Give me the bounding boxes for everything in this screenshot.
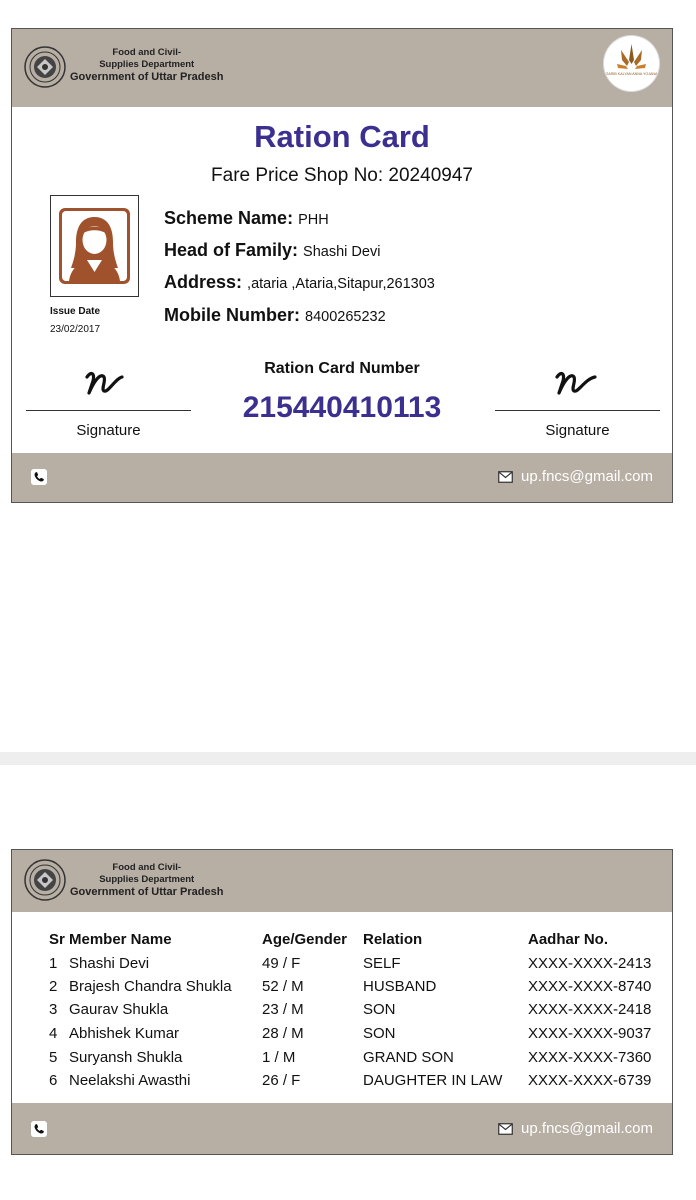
- card-header: [12, 29, 672, 107]
- dept-line-2: Supplies Department: [99, 59, 195, 70]
- cell-relation: GRAND SON: [363, 1049, 454, 1066]
- phone-icon: [31, 1121, 47, 1137]
- department-name: [70, 47, 223, 84]
- email-contact: [498, 468, 653, 485]
- scheme-label: Scheme Name:: [164, 208, 294, 228]
- email-address[interactable]: up.fncs@gmail.com: [521, 1120, 653, 1137]
- cell-sr: 3: [49, 1001, 58, 1018]
- email-contact: [498, 1120, 653, 1137]
- scheme-row: [164, 208, 329, 229]
- mobile-value: 8400265232: [305, 309, 386, 325]
- cell-member-name: Shashi Devi: [69, 955, 150, 972]
- card-footer: [12, 453, 672, 502]
- department-name: [70, 862, 223, 899]
- logo-text-line-1: GARIB KALYAN ANNA YOJANA: [605, 72, 658, 76]
- table-row: [49, 955, 669, 977]
- cell-sr: 5: [49, 1049, 58, 1066]
- dept-line-2: Supplies Department: [99, 874, 195, 885]
- table-header-row: [49, 931, 669, 953]
- issue-date-label: Issue Date: [50, 306, 101, 317]
- cell-aadhar: XXXX-XXXX-6739: [528, 1072, 652, 1089]
- cell-age-gender: 1 / M: [262, 1049, 296, 1066]
- cell-sr: 4: [49, 1025, 58, 1042]
- female-avatar-icon: [51, 196, 138, 296]
- header-member-name: Member Name: [69, 931, 172, 948]
- cell-age-gender: 28 / M: [262, 1025, 304, 1042]
- up-government-emblem-icon: [23, 858, 67, 902]
- head-of-family-value: Shashi Devi: [303, 244, 381, 260]
- cell-member-name: Abhishek Kumar: [69, 1025, 180, 1042]
- cell-aadhar: XXXX-XXXX-8740: [528, 978, 652, 995]
- signature-scribble-right: [547, 363, 607, 399]
- cell-age-gender: 26 / F: [262, 1072, 301, 1089]
- cell-aadhar: XXXX-XXXX-2413: [528, 955, 652, 972]
- member-photo: [50, 195, 139, 297]
- head-of-family-label: Head of Family:: [164, 240, 299, 260]
- dept-line-1: Food and Civil-: [112, 862, 182, 873]
- signature-line-left: [26, 410, 191, 411]
- cell-relation: DAUGHTER IN LAW: [363, 1072, 503, 1089]
- cell-relation: SON: [363, 1025, 396, 1042]
- ration-card-back: [11, 849, 673, 1155]
- cell-age-gender: 52 / M: [262, 978, 304, 995]
- up-government-emblem-icon: [23, 45, 67, 89]
- table-row: [49, 978, 669, 1000]
- cell-sr: 2: [49, 978, 58, 995]
- cell-aadhar: XXXX-XXXX-2418: [528, 1001, 652, 1018]
- head-of-family-row: [164, 240, 380, 261]
- card-title: Ration Card: [254, 119, 430, 154]
- signature-label-right: Signature: [545, 422, 610, 439]
- card-header: [12, 850, 672, 912]
- cell-age-gender: 23 / M: [262, 1001, 304, 1018]
- ration-card-number: 215440410113: [242, 391, 442, 424]
- mail-icon: [498, 1123, 513, 1135]
- cell-member-name: Suryansh Shukla: [69, 1049, 183, 1066]
- mail-icon: [498, 471, 513, 483]
- dept-line-3: Government of Uttar Pradesh: [70, 886, 224, 898]
- cell-member-name: Gaurav Shukla: [69, 1001, 169, 1018]
- dept-line-1: Food and Civil-: [112, 47, 182, 58]
- card-footer: [12, 1103, 672, 1154]
- page-separator: [0, 752, 696, 765]
- cell-relation: SELF: [363, 955, 401, 972]
- signature-scribble-left: [77, 363, 137, 399]
- cell-aadhar: XXXX-XXXX-9037: [528, 1025, 652, 1042]
- phone-icon: [31, 469, 47, 485]
- fare-price-shop-number: Fare Price Shop No: 20240947: [211, 165, 473, 186]
- table-row: [49, 1072, 669, 1094]
- cell-age-gender: 49 / F: [262, 955, 301, 972]
- dept-line-3: Government of Uttar Pradesh: [70, 71, 224, 83]
- signature-line-right: [495, 410, 660, 411]
- address-value: ,ataria ,Ataria,Sitapur,261303: [247, 276, 435, 292]
- table-row: [49, 1025, 669, 1047]
- issue-date-value: 23/02/2017: [50, 324, 101, 335]
- header-aadhar: Aadhar No.: [528, 931, 609, 948]
- ration-card-front: [11, 28, 673, 503]
- garib-kalyan-anna-yojana-logo: [604, 36, 659, 91]
- address-row: [164, 272, 435, 293]
- signature-label-left: Signature: [76, 422, 141, 439]
- address-label: Address:: [164, 272, 243, 292]
- cell-aadhar: XXXX-XXXX-7360: [528, 1049, 652, 1066]
- table-row: [49, 1001, 669, 1023]
- table-row: [49, 1049, 669, 1071]
- cell-member-name: Neelakshi Awasthi: [69, 1072, 191, 1089]
- mobile-label: Mobile Number:: [164, 305, 301, 325]
- cell-relation: SON: [363, 1001, 396, 1018]
- scheme-value: PHH: [298, 212, 329, 228]
- cell-sr: 6: [49, 1072, 58, 1089]
- ration-card-number-label: Ration Card Number: [264, 360, 420, 377]
- email-address[interactable]: up.fncs@gmail.com: [521, 468, 653, 485]
- mobile-row: [164, 305, 386, 326]
- cell-sr: 1: [49, 955, 58, 972]
- header-relation: Relation: [363, 931, 423, 948]
- cell-relation: HUSBAND: [363, 978, 437, 995]
- cell-member-name: Brajesh Chandra Shukla: [69, 978, 232, 995]
- header-sr: Sr: [49, 931, 65, 948]
- header-age-gender: Age/Gender: [262, 931, 348, 948]
